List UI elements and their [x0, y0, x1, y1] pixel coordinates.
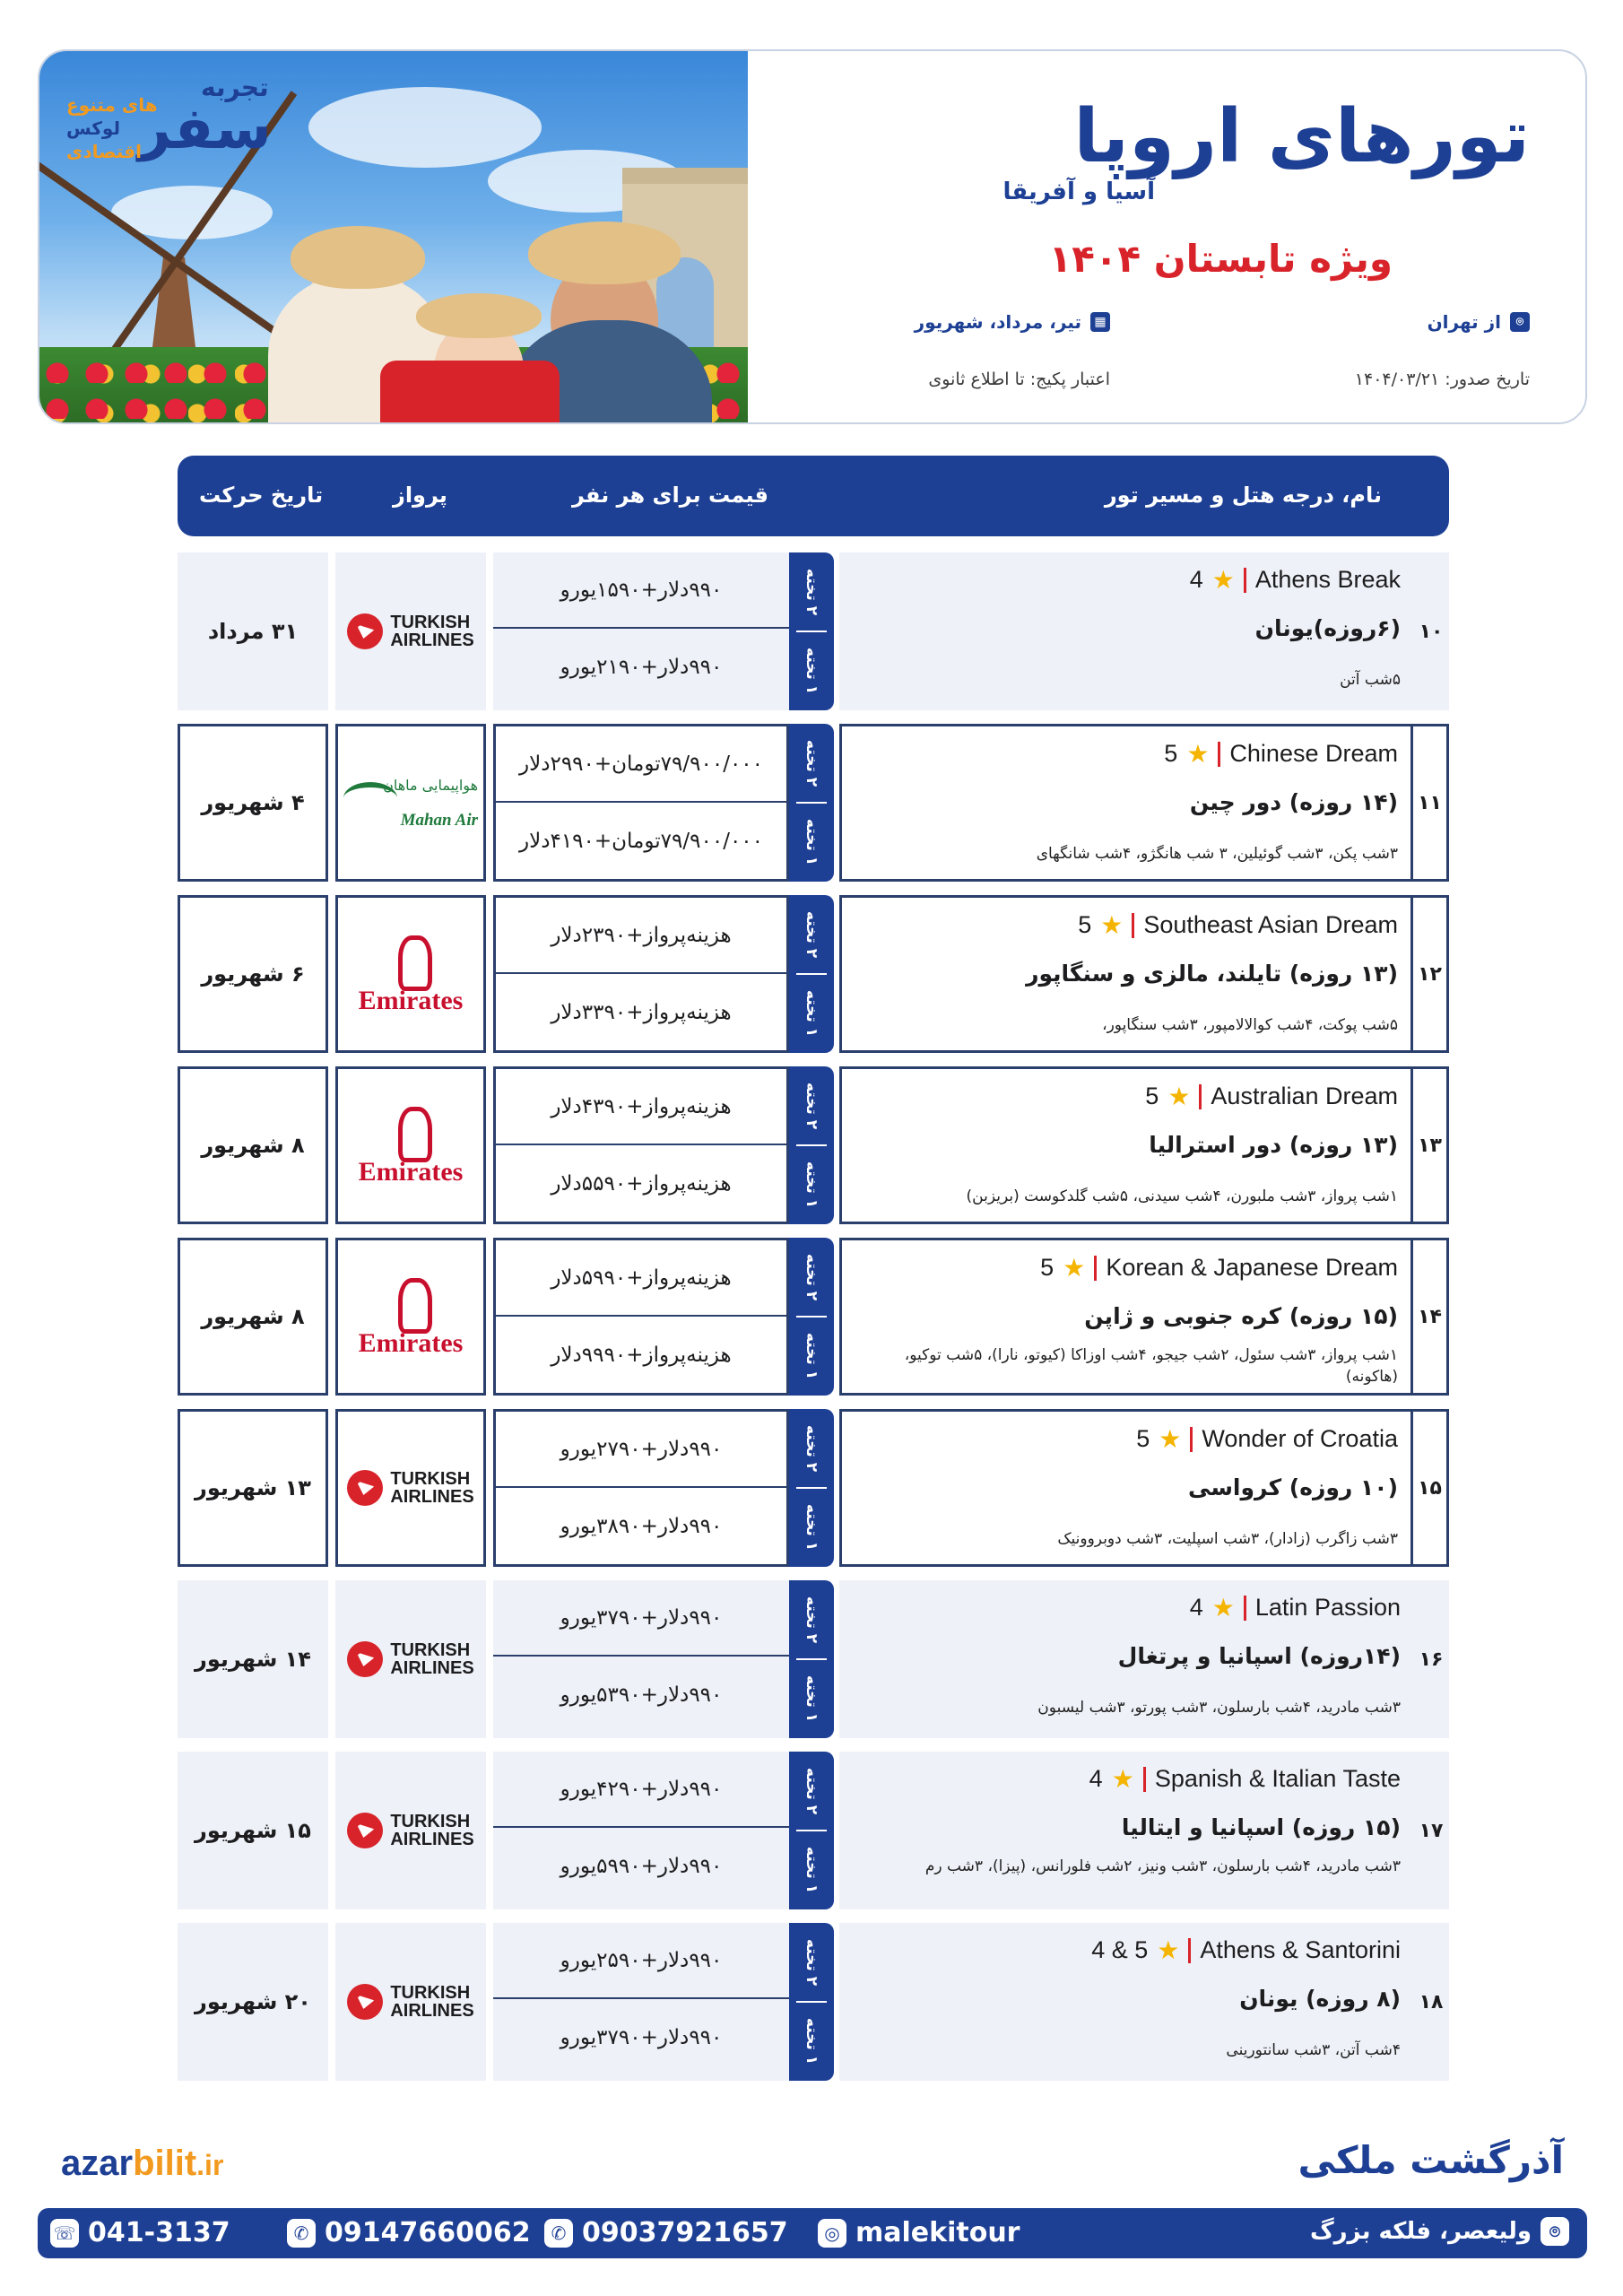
- price-double: هزینه‌پرواز+۵۹۹۰دلار: [496, 1240, 786, 1317]
- tour-number-cell: ۱۸: [1413, 1923, 1449, 2081]
- bed-type-labels: [789, 552, 834, 710]
- price-double: ۹۹۰دلار+۲۷۹۰یورو: [496, 1412, 786, 1488]
- package-validity: اعتبار پکیج: تا اطلاع ثانوی: [928, 370, 1110, 389]
- tour-number-cell: ۱۰: [1413, 552, 1449, 710]
- price-single: ۹۹۰دلار+۳۸۹۰یورو: [560, 1514, 723, 1538]
- table-row: [178, 1580, 1449, 1738]
- bed-single-label: ۱ تخته: [803, 1161, 821, 1209]
- departure-date-cell: ۳۱ مرداد: [178, 552, 328, 710]
- hotel-stars: 4: [1089, 1765, 1103, 1792]
- tour-number-cell: ۱۷: [1413, 1752, 1449, 1909]
- price-double: ۹۹۰دلار+۴۲۹۰یورو: [493, 1752, 789, 1828]
- emirates-logo: Emirates: [359, 1103, 464, 1187]
- price-double: هزینه‌پرواز+۲۳۹۰دلار: [496, 898, 786, 974]
- price-cell: [493, 895, 789, 1053]
- bed-single-label: ۱ تخته: [803, 989, 821, 1038]
- turkish-airlines-logo: TURKISH AIRLINES: [347, 1984, 473, 2020]
- tour-persian-name: (۱۴روزه) اسپانیا و پرتغال: [1117, 1643, 1401, 1669]
- header-flight: پرواز: [393, 483, 447, 508]
- bed-double-label: ۲ تخته: [803, 1424, 821, 1473]
- hotel-stars: 5: [1145, 1083, 1159, 1109]
- departure-date-cell: ۴ شهریور: [178, 724, 328, 882]
- hero-image: [39, 51, 748, 424]
- airline-cell: [335, 1409, 486, 1567]
- emirates-logo: Emirates: [359, 932, 464, 1016]
- tour-itinerary: ۳شب زاگرب (زادار)، ۳شب اسپلیت، ۳شب دوبروونیک: [1057, 1530, 1398, 1548]
- mahan-air-logo: هواپیمایی ماهان Mahan Air: [343, 775, 478, 831]
- tour-english-name: 4 ★ Athens Break: [1189, 566, 1401, 594]
- bed-type-labels: [789, 1580, 834, 1738]
- price-double: ۹۹۰دلار+۳۷۹۰یورو: [493, 1580, 789, 1657]
- bed-single-label: ۱ تخته: [803, 1846, 821, 1894]
- whatsapp-phone-1[interactable]: ✆ 09037921657: [544, 2217, 788, 2248]
- tour-info-cell: [839, 552, 1413, 710]
- tour-persian-name: (۱۴ روزه) دور چین: [1189, 789, 1398, 815]
- bed-type-labels: [789, 1238, 834, 1396]
- price-cell: [493, 552, 789, 710]
- whatsapp-icon: ✆: [544, 2219, 573, 2248]
- table-row: [178, 895, 1449, 1053]
- tour-persian-name: (۱۳ روزه) تایلند، مالزی و سنگاپور: [1026, 961, 1398, 987]
- mahan-air-icon: هواپیمایی ماهان: [343, 775, 478, 811]
- bed-double-label: ۲ تخته: [803, 910, 821, 959]
- price-double: ۹۹۰دلار+۲۵۹۰یورو: [493, 1923, 789, 1999]
- tour-number-cell: ۱۱: [1413, 724, 1449, 882]
- price-single: ۹۹۰دلار+۵۹۹۰یورو: [560, 1854, 723, 1878]
- tour-info-cell: [839, 1238, 1413, 1396]
- bed-single-label: ۱ تخته: [803, 647, 821, 695]
- tour-number-cell: ۱۳: [1413, 1066, 1449, 1224]
- tour-persian-name: (۱۰ روزه) کرواسی: [1188, 1474, 1398, 1500]
- emirates-logo: Emirates: [359, 1274, 464, 1359]
- bed-type-labels: [789, 724, 834, 882]
- price-cell: [493, 1238, 789, 1396]
- hotel-stars: 4: [1189, 566, 1203, 593]
- table-row: [178, 1409, 1449, 1567]
- bed-double-label: ۲ تخته: [803, 1767, 821, 1815]
- bed-type-labels: [789, 1066, 834, 1224]
- tour-english-name: 5 ★ Australian Dream: [1145, 1083, 1398, 1110]
- tour-itinerary: ۵شب آتن: [1340, 671, 1401, 689]
- location-pin-icon: ⌾: [1510, 312, 1530, 332]
- tour-persian-name: (۱۳ روزه) دور استرالیا: [1149, 1132, 1398, 1158]
- hotel-stars: 4: [1189, 1594, 1203, 1621]
- page-subtitle: آسیا و آفریقا: [1002, 178, 1155, 205]
- airline-cell: [335, 552, 486, 710]
- star-icon: ★: [1211, 1594, 1235, 1622]
- bed-double-label: ۲ تخته: [803, 1596, 821, 1644]
- whatsapp-phone-2[interactable]: ✆ 09147660062: [287, 2217, 531, 2248]
- tour-number-cell: ۱۵: [1413, 1409, 1449, 1567]
- tour-info-cell: [839, 1923, 1413, 2081]
- tour-number-cell: ۱۶: [1413, 1580, 1449, 1738]
- price-cell: [493, 724, 789, 882]
- tour-number-cell: ۱۴: [1413, 1238, 1449, 1396]
- turkish-airlines-icon: [347, 1813, 383, 1848]
- tour-persian-name: (۸ روزه) یونان: [1239, 1986, 1401, 2012]
- bed-single-label: ۱ تخته: [803, 2017, 821, 2066]
- header-name: نام، درجه هتل و مسیر تور: [1104, 483, 1382, 508]
- phone-icon: ☏: [50, 2219, 79, 2248]
- tour-itinerary: ۱شب پرواز، ۳شب ملبورن، ۴شب سیدنی، ۵شب گلدکوست (بریزبن): [966, 1187, 1398, 1205]
- tour-english-name: 4 & 5 ★ Athens & Santorini: [1091, 1936, 1401, 1964]
- header-price: قیمت برای هر نفر: [572, 483, 769, 508]
- azarbilit-logo: azarbilit.ir: [61, 2144, 224, 2183]
- departure-date-cell: ۶ شهریور: [178, 895, 328, 1053]
- tour-itinerary: ۳شب پکن، ۳شب گوئیلین، ۳ شب هانگژو، ۴شب شانگهای: [1036, 845, 1398, 863]
- price-single: ۹۹۰دلار+۲۱۹۰یورو: [560, 655, 723, 679]
- departure-city: ⌾ از تهران: [1428, 311, 1530, 333]
- price-single: هزینه‌پرواز+۹۹۹۰دلار: [551, 1343, 732, 1367]
- price-cell: [493, 1923, 789, 2081]
- bed-double-label: ۲ تخته: [803, 1938, 821, 1987]
- turkish-airlines-icon: [347, 1641, 383, 1677]
- price-single: ۹۹۰دلار+۳۷۹۰یورو: [560, 2025, 723, 2049]
- tour-info-cell: [839, 1409, 1413, 1567]
- tour-english-name: 5 ★ Southeast Asian Dream: [1078, 911, 1398, 939]
- address: ⌾ ولیعصر، فلکه بزرگ: [1310, 2217, 1569, 2246]
- travel-months: ▦ تیر، مرداد، شهریور: [915, 311, 1110, 333]
- season-label: ویژه تابستان ۱۴۰۴: [1048, 237, 1393, 281]
- tour-persian-name: (۶روزه)یونان: [1254, 615, 1401, 641]
- airline-cell: [335, 1066, 486, 1224]
- price-cell: [493, 1580, 789, 1738]
- table-header: [178, 456, 1449, 536]
- instagram-icon: ◎: [818, 2219, 846, 2248]
- price-double: هزینه‌پرواز+۴۳۹۰دلار: [496, 1069, 786, 1145]
- price-cell: [493, 1752, 789, 1909]
- turkish-airlines-logo: TURKISH AIRLINES: [347, 613, 473, 649]
- hotel-stars: 5: [1164, 740, 1178, 767]
- tour-itinerary: ۳شب مادرید، ۴شب بارسلون، ۳شب ونیز، ۲شب فلورانس، (پیزا)، ۳شب رم: [924, 1857, 1401, 1875]
- emirates-calligraphy-icon: [386, 1274, 436, 1328]
- airline-cell: [335, 1580, 486, 1738]
- airline-cell: [335, 724, 486, 882]
- table-row: [178, 1066, 1449, 1224]
- tour-persian-name: (۱۵ روزه) اسپانیا و ایتالیا: [1121, 1814, 1401, 1840]
- departure-date-cell: ۸ شهریور: [178, 1066, 328, 1224]
- issue-date: تاریخ صدور: ۱۴۰۴/۰۳/۲۱: [1354, 370, 1530, 389]
- price-single: هزینه‌پرواز+۵۵۹۰دلار: [551, 1171, 732, 1196]
- hotel-stars: 5: [1040, 1254, 1055, 1281]
- red-suitcase: [380, 361, 560, 424]
- departure-date-cell: ۱۵ شهریور: [178, 1752, 328, 1909]
- table-row: [178, 552, 1449, 710]
- price-double: ۷۹/۹۰۰/۰۰۰تومان+۲۹۹۰دلار: [496, 726, 786, 803]
- price-cell: [493, 1066, 789, 1224]
- agency-logo: آذرگشت ملکی: [1298, 2138, 1564, 2182]
- airline-cell: [335, 1923, 486, 2081]
- star-icon: ★: [1157, 1936, 1180, 1964]
- bed-type-labels: [789, 1752, 834, 1909]
- airline-cell: [335, 1752, 486, 1909]
- bed-type-labels: [789, 895, 834, 1053]
- star-icon: ★: [1111, 1765, 1134, 1793]
- bed-single-label: ۱ تخته: [803, 1503, 821, 1552]
- brand-logo: تجربه سفر های متنوع لوکس اقتصادی: [66, 73, 272, 162]
- hotel-stars: 5: [1136, 1425, 1150, 1452]
- header-banner: [38, 49, 1587, 424]
- emirates-calligraphy-icon: [386, 1103, 436, 1157]
- price-single: ۷۹/۹۰۰/۰۰۰تومان+۴۱۹۰دلار: [519, 829, 763, 853]
- bed-type-labels: [789, 1923, 834, 2081]
- star-icon: ★: [1167, 1083, 1191, 1110]
- departure-date-cell: ۸ شهریور: [178, 1238, 328, 1396]
- tour-itinerary: ۵شب پوکت، ۴شب کوالالامپور، ۳شب سنگاپور،: [1102, 1016, 1398, 1034]
- star-icon: ★: [1211, 566, 1235, 594]
- tour-info-cell: [839, 1066, 1413, 1224]
- bed-single-label: ۱ تخته: [803, 1332, 821, 1380]
- price-single: هزینه‌پرواز+۳۳۹۰دلار: [551, 1000, 732, 1024]
- bed-single-label: ۱ تخته: [803, 1674, 821, 1723]
- star-icon: ★: [1186, 740, 1210, 768]
- hotel-stars: 5: [1078, 911, 1092, 938]
- whatsapp-icon: ✆: [287, 2219, 316, 2248]
- tour-persian-name: (۱۵ روزه) کره جنوبی و ژاپن: [1084, 1303, 1398, 1329]
- tour-info-cell: [839, 1580, 1413, 1738]
- bed-single-label: ۱ تخته: [803, 818, 821, 866]
- turkish-airlines-icon: [347, 1470, 383, 1506]
- departure-date-cell: ۱۳ شهریور: [178, 1409, 328, 1567]
- location-pin-icon: ⌾: [1541, 2217, 1569, 2246]
- instagram-link[interactable]: ◎ malekitour: [818, 2217, 1020, 2248]
- turkish-airlines-icon: [347, 613, 383, 649]
- table-row: [178, 1923, 1449, 2081]
- bed-double-label: ۲ تخته: [803, 1253, 821, 1301]
- tour-itinerary: ۴شب آتن، ۳شب سانتورینی: [1226, 2041, 1401, 2059]
- price-double: ۹۹۰دلار+۱۵۹۰یورو: [493, 552, 789, 629]
- bed-double-label: ۲ تخته: [803, 1082, 821, 1130]
- header-date: تاریخ حرکت: [199, 483, 324, 508]
- tour-itinerary: ۱شب پرواز، ۳شب سئول، ۲شب جیجو، ۴شب اوزاکا (کیوتو، نارا)، ۵شب توکیو، (هاکونه): [904, 1346, 1398, 1386]
- table-row: [178, 724, 1449, 882]
- tour-english-name: 5 ★ Chinese Dream: [1164, 740, 1398, 768]
- contact-bar: [38, 2208, 1587, 2258]
- tour-itinerary: ۳شب مادرید، ۴شب بارسلون، ۳شب پورتو، ۳شب لیسبون: [1037, 1699, 1401, 1717]
- tour-number-cell: ۱۲: [1413, 895, 1449, 1053]
- star-icon: ★: [1063, 1254, 1086, 1282]
- price-single: ۹۹۰دلار+۵۳۹۰یورو: [560, 1683, 723, 1707]
- tour-info-cell: [839, 724, 1413, 882]
- tour-english-name: 5 ★ Korean & Japanese Dream: [1040, 1254, 1398, 1282]
- bed-double-label: ۲ تخته: [803, 568, 821, 616]
- table-row: [178, 1238, 1449, 1396]
- star-icon: ★: [1159, 1425, 1182, 1453]
- turkish-airlines-logo: TURKISH AIRLINES: [347, 1641, 473, 1677]
- tour-english-name: 4 ★ Spanish & Italian Taste: [1089, 1765, 1401, 1793]
- tour-info-cell: [839, 895, 1413, 1053]
- turkish-airlines-logo: TURKISH AIRLINES: [347, 1470, 473, 1506]
- tour-info-cell: [839, 1752, 1413, 1909]
- departure-date-cell: ۱۴ شهریور: [178, 1580, 328, 1738]
- price-cell: [493, 1409, 789, 1567]
- calendar-icon: ▦: [1090, 312, 1110, 332]
- airline-cell: [335, 1238, 486, 1396]
- turkish-airlines-icon: [347, 1984, 383, 2020]
- table-row: [178, 1752, 1449, 1909]
- tour-english-name: 4 ★ Latin Passion: [1189, 1594, 1401, 1622]
- turkish-airlines-logo: TURKISH AIRLINES: [347, 1813, 473, 1848]
- emirates-calligraphy-icon: [386, 932, 436, 986]
- bed-double-label: ۲ تخته: [803, 739, 821, 787]
- hotel-stars: 4 & 5: [1091, 1936, 1149, 1963]
- bed-type-labels: [789, 1409, 834, 1567]
- airline-cell: [335, 895, 486, 1053]
- page-title: تورهای اروپا: [1073, 94, 1530, 179]
- star-icon: ★: [1100, 911, 1124, 939]
- office-phone[interactable]: ☏ 041-3137: [50, 2217, 230, 2248]
- departure-date-cell: ۲۰ شهریور: [178, 1923, 328, 2081]
- tour-english-name: 5 ★ Wonder of Croatia: [1136, 1425, 1398, 1453]
